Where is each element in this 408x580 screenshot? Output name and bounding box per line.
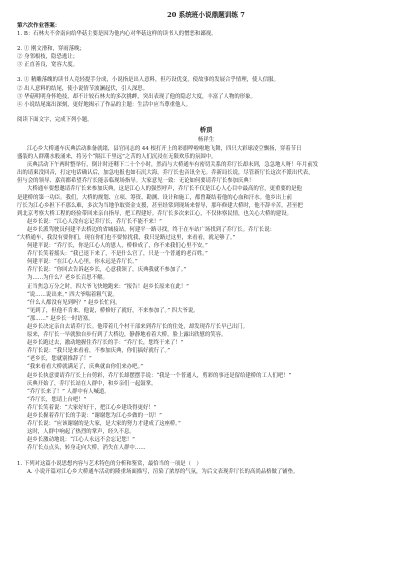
story-line: 庆典活动下午两时整举行，倒计时还剩下二十个小时，然而与大桥通车有密切关系的乔厅长却未到，急急地人呀！年月前发 — [27, 162, 319, 169]
answer-line: ③ 正直善良，宽容大度。 — [17, 62, 79, 69]
answer-line: 2. ① 刚文滑和，穿雨落晚； — [17, 46, 85, 53]
story-line: 赵乡长派驾驶员何建平去桥边的省城接站。何建平一路寻找，终于在车站广场找到了乔厅长。乔厅长说： — [27, 226, 275, 233]
story-line: 何建平说：“乔厅长，你是江心人的恩人，桥修成了，你不来我们心里不安。” — [27, 243, 208, 250]
dialogue-line: “我来看看大桥就满足了，庆典就由你们来办吧。” — [27, 364, 144, 371]
answer-line: 1. B：石林夫不舍南向给华菇主要是因为他内心对华菇这样的读书人的憎恶和鄙视。 — [17, 31, 217, 38]
story-line: “大桥通车，我没有要你们，现在你们也不要惊扰我，我只是路过这里，来看看，就足够了。” — [17, 234, 236, 241]
dialogue-line: 乔厅长说：“应该谢谢的是大家，是大家的努力才建成了这座桥。” — [27, 421, 181, 428]
story-line: 赵乡长说：“江心人没有忘记乔厅长，乔厅长不能不来！” — [27, 218, 162, 225]
story-line: 乔厅长说：“你回去告诉赵乡长，心意我领了，庆典我就不参加了。” — [27, 267, 187, 274]
dialogue-line: 庆典开始了，乔厅长站在人群中，和乡亲们一起鼓掌。 — [27, 380, 157, 387]
dialogue-line: “说……说出来。” 四大爷喘着粗气说。 — [27, 291, 118, 298]
dialogue-line: 赵乡长握着乔厅长的手说：“谢谢您为江心乡做的一切！” — [27, 413, 162, 420]
story-line: 江心乡大桥通车庆典活动准备就绪，县官同志的 44 根打开上的彩旗哗啦啦地飞舞，四只大彩球凌空飘扬，穿着节日 — [27, 145, 302, 152]
story-author: 杨祥生 — [197, 136, 215, 143]
answers-heading: 第六次作业答案： — [17, 23, 61, 29]
story-line: 何建平说：“在江心人心里，你永远是乔厅长。” — [27, 259, 138, 266]
answer-line: ③ 华菇明明身怀绝技，却不计较石林夫的多次挑衅，突出表现了他的隐忍大度，丰富了人物的形象。 — [17, 93, 256, 100]
dialogue-line: “那……” 赵乡长一时语塞。 — [27, 315, 94, 322]
dialogue-line: 赵乡长跑过去，激动地握住乔厅长的手：“乔厅长，您终于来了！” — [27, 340, 184, 347]
dialogue-line: 乔厅长说：“我只是来看看，不参加庆典，你们搞好就行了。” — [27, 348, 170, 355]
dialogue-line: “老乡长，您就别推辞了！” — [27, 356, 92, 363]
dialogue-line: 正当焦急万分之时，四大爷飞快地跑来：“报告！赵乡长原来在此！” — [27, 283, 189, 290]
document-title: 20 系统班小说鼎题训练 7 — [167, 11, 245, 19]
story-line: 到北京考察大桥工程的经验带回来亲自指导，把工程建好。乔厅长多次来江心，不仅体察民情，也关心大桥的建设。 — [17, 210, 292, 217]
dialogue-line: 乔厅长点点头，转身走向大桥，消失在人群中…… — [27, 445, 146, 452]
dialogue-line: 赵乡长执意要请乔厅长上台剪彩，乔厅长却摆摆手说：“我是一个普通人，剪彩的事还是留给建桥的工人们吧！” — [27, 372, 292, 379]
option-a: A. 小说开篇对江心乡大桥通车活动的隆重场面描写，渲染了浓厚的气氛，为后文表现乔厅长的高尚品格做了铺垫。 — [27, 468, 299, 475]
story-line: 乔厅长笑着摇头：“我已退下来了，不是什么官了，只是一个普通的老百姓。” — [27, 251, 208, 258]
dialogue-line: 乔厅长笑着说：“大家好好干，把江心乡建设得更好！” — [27, 404, 157, 411]
answer-line: ② 出人意料的结尾，使小说情节波澜起伏，引人深思。 — [17, 85, 149, 92]
dialogue-line: “见到了，但他不肯来。他说，桥修好了就好，不来参加了。” 四大爷说。 — [27, 307, 199, 314]
answer-line: 3. ① 精雕落魄的读书人竞轻提手分成，小说指是出人意料，但巧设优变，使故事的发展合乎情理，使人信服。 — [17, 77, 279, 84]
story-line: 但与会的领导、嘉宾都希望乔厅长能亲临现场指导。大家意见一致：无论如何要请乔厅长参加庆典！ — [17, 178, 255, 185]
story-line: 大桥通车要想邀请乔厅长来参加庆典，这是江心人的强烈呼声，乔厅长不仅是江心人心目中最高的官，更重要的是他 — [27, 186, 302, 193]
story-line: 是建桥的第一功臣。我们，大桥的规划、立项、筹资、勘测、设计和施工，都曾凝结着他的心血和汗水。他乡出上前 — [17, 194, 292, 201]
dialogue-line: 为……为什么？老乡长百思不解。 — [27, 275, 108, 282]
story-title: 桥顶 — [199, 126, 213, 134]
dialogue-line: 赵乡长决定亲自去请乔厅长。他带着几个村干部来到乔厅长的住处，却发现乔厅长早已出门。 — [27, 324, 249, 330]
story-line: 厅长为江心乡担下不那么难，多次为当地争取资金支援，甚至经常到现场来督导，那年修建大桥时，他不辞辛苦，甚至把 — [17, 202, 303, 209]
story-line: 出的请柬没回音，打定电话确认后，加急电报也如石沉大海，乔厅长也音讯全无。乔新局长说，尽管新厅长这次不派出代表， — [17, 170, 314, 177]
reading-instruction: 阅读下面文字，完成下列小题。 — [17, 116, 93, 123]
answer-line: ④ 小说结尾寓出深刻，更好地揭示了作品的主题：生活中应当尊重他人。 — [17, 101, 192, 108]
dialogue-line: 原来，乔厅长一早就独自步行到了大桥边，静静地看着大桥，脸上露出欣慰的笑容。 — [27, 332, 227, 339]
question-text: 1. 下列对这篇小说思想内容与艺术特色的分析和鉴赏，最恰当的一项是（ ） — [17, 460, 202, 467]
story-line: 盛装的人群潮水般涌来，将另个“隔江千里远”之苦的人们沉浸在无限欢乐的氛围中。 — [17, 154, 217, 161]
dialogue-line: “乔厅长，您请上台吧！” — [27, 396, 87, 403]
dialogue-line: 这时，人群中响起了热烈的掌声，经久不息。 — [27, 429, 135, 436]
dialogue-line: “什么人都没有见到吗？” 赵乡长忙问。 — [27, 299, 121, 306]
dialogue-line: “乔厅长来了！” 人群中有人喊道。 — [27, 388, 110, 395]
dialogue-line: 赵乡长激动地说：“江心人永远不会忘记您！” — [27, 437, 135, 444]
answer-line: ② 身邻根枝，隐恐逃让； — [17, 54, 79, 61]
